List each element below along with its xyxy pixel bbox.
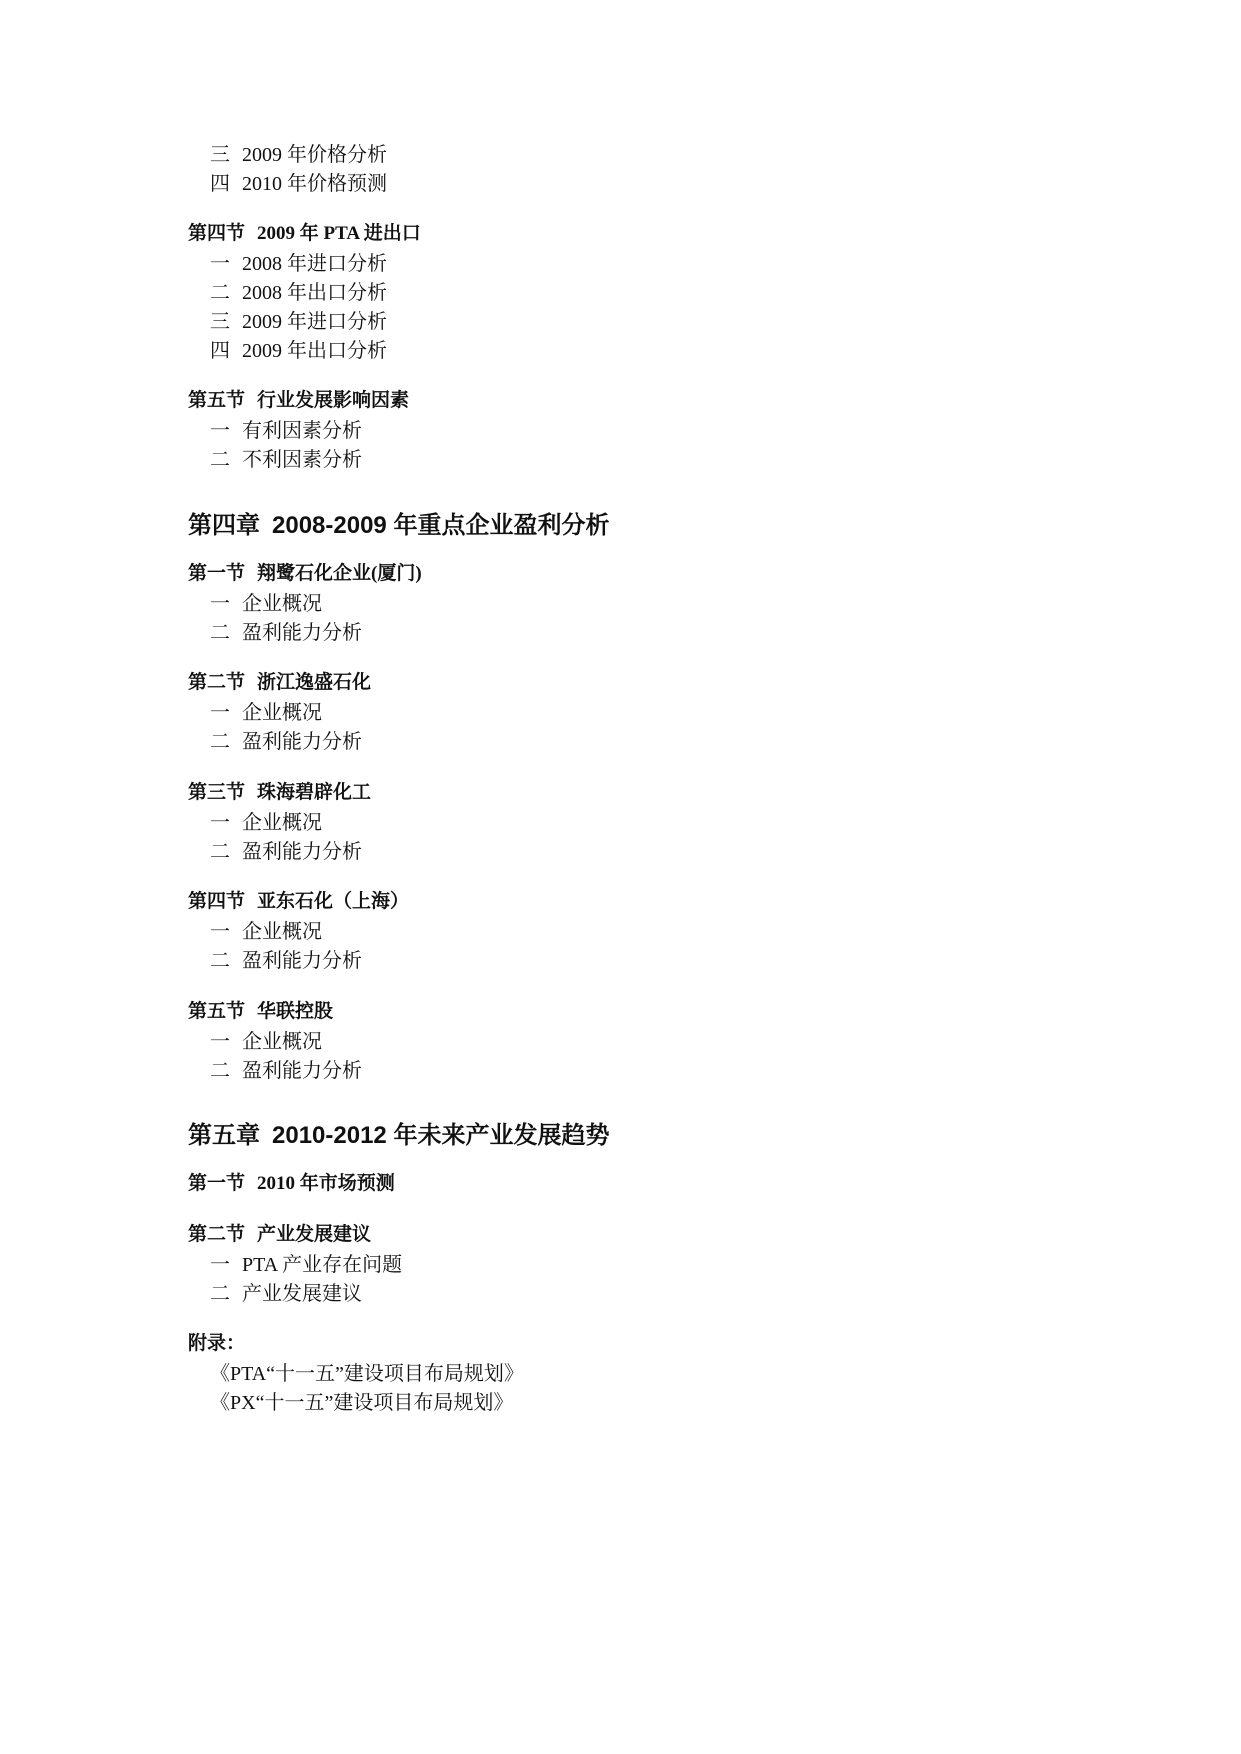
section-title: 2009 年 PTA 进出口: [257, 223, 421, 244]
toc-item: [210, 1386, 513, 1415]
section-title: 行业发展影响因素: [257, 390, 410, 411]
section-heading: [188, 777, 371, 804]
item-number: 二: [210, 1283, 230, 1305]
chapter-label: 第五章: [188, 1122, 260, 1149]
section-label: 第一节: [188, 1173, 246, 1194]
chapter-title: 2008-2009 年重点企业盈利分析: [272, 512, 610, 539]
toc-item: [210, 414, 362, 443]
section-title: 浙江逸盛石化: [257, 672, 372, 693]
chapter-label: 第四章: [188, 512, 260, 539]
section-label: 第一节: [188, 563, 246, 584]
toc-item: [210, 247, 387, 276]
item-text: 有利因素分析: [242, 420, 362, 442]
toc-item: [210, 167, 387, 196]
toc-item: [210, 806, 322, 835]
section-title: 翔鹭石化企业(厦门): [257, 563, 422, 584]
item-number: 二: [210, 731, 230, 753]
item-text: 盈利能力分析: [242, 950, 362, 972]
item-text: 2009 年出口分析: [242, 340, 387, 362]
section-title: 2010 年市场预测: [257, 1173, 395, 1194]
item-text: 盈利能力分析: [242, 841, 362, 863]
chapter-heading: [188, 1115, 609, 1150]
item-text: 2010 年价格预测: [242, 173, 387, 195]
section-title: 附录：: [188, 1333, 246, 1354]
item-text: PTA 产业存在问题: [242, 1254, 403, 1276]
toc-item: [210, 944, 362, 973]
toc-item: [210, 915, 322, 944]
item-number: 一: [210, 420, 230, 442]
item-text: 《PTA“十一五”建设项目布局规划》: [210, 1363, 524, 1385]
toc-item: [210, 835, 362, 864]
chapter-heading: [188, 505, 609, 540]
item-number: 一: [210, 253, 230, 275]
item-text: 盈利能力分析: [242, 731, 362, 753]
section-label: 第二节: [188, 1224, 246, 1245]
item-text: 产业发展建议: [242, 1283, 362, 1305]
item-number: 二: [210, 449, 230, 471]
item-text: 2009 年价格分析: [242, 144, 387, 166]
item-text: 不利因素分析: [242, 449, 362, 471]
toc-item: [210, 334, 387, 363]
toc-item: [210, 1054, 362, 1083]
section-title: 珠海碧辟化工: [257, 782, 372, 803]
section-heading: [188, 558, 422, 585]
section-heading: [188, 385, 409, 412]
section-title: 亚东石化（上海）: [257, 891, 410, 912]
item-text: 企业概况: [242, 1031, 322, 1053]
item-number: 四: [210, 340, 230, 362]
item-text: 2009 年进口分析: [242, 311, 387, 333]
section-label: 第四节: [188, 223, 246, 244]
toc-item: [210, 1357, 524, 1386]
toc-item: [210, 696, 322, 725]
item-number: 三: [210, 311, 230, 333]
section-heading: [188, 667, 371, 694]
item-text: 盈利能力分析: [242, 1060, 362, 1082]
section-label: 第五节: [188, 390, 246, 411]
toc-item: [210, 1025, 322, 1054]
toc-item: [210, 443, 362, 472]
section-heading: [188, 1168, 395, 1195]
section-heading: [188, 1328, 245, 1355]
item-number: 一: [210, 593, 230, 615]
section-title: 华联控股: [257, 1001, 334, 1022]
item-number: 二: [210, 282, 230, 304]
toc-item: [210, 1277, 362, 1306]
item-number: 二: [210, 1060, 230, 1082]
item-text: 《PX“十一五”建设项目布局规划》: [210, 1392, 514, 1414]
toc-item: [210, 587, 322, 616]
item-text: 2008 年进口分析: [242, 253, 387, 275]
section-heading: [188, 218, 421, 245]
item-text: 企业概况: [242, 812, 322, 834]
item-number: 二: [210, 841, 230, 863]
section-heading: [188, 886, 409, 913]
item-number: 一: [210, 812, 230, 834]
item-number: 一: [210, 1254, 230, 1276]
section-label: 第四节: [188, 891, 246, 912]
chapter-title: 2010-2012 年未来产业发展趋势: [272, 1122, 610, 1149]
toc-item: [210, 276, 387, 305]
item-text: 企业概况: [242, 921, 322, 943]
item-number: 一: [210, 702, 230, 724]
item-text: 2008 年出口分析: [242, 282, 387, 304]
section-label: 第三节: [188, 782, 246, 803]
item-number: 二: [210, 950, 230, 972]
toc-item: [210, 616, 362, 645]
item-number: 一: [210, 1031, 230, 1053]
item-number: 一: [210, 921, 230, 943]
toc-item: [210, 725, 362, 754]
item-number: 三: [210, 144, 230, 166]
section-heading: [188, 1219, 371, 1246]
toc-item: [210, 305, 387, 334]
toc-item: [210, 1248, 402, 1277]
item-number: 二: [210, 622, 230, 644]
toc-item: [210, 138, 387, 167]
item-text: 企业概况: [242, 702, 322, 724]
section-heading: [188, 996, 333, 1023]
item-number: 四: [210, 173, 230, 195]
section-title: 产业发展建议: [257, 1224, 372, 1245]
item-text: 企业概况: [242, 593, 322, 615]
section-label: 第五节: [188, 1001, 246, 1022]
item-text: 盈利能力分析: [242, 622, 362, 644]
section-label: 第二节: [188, 672, 246, 693]
